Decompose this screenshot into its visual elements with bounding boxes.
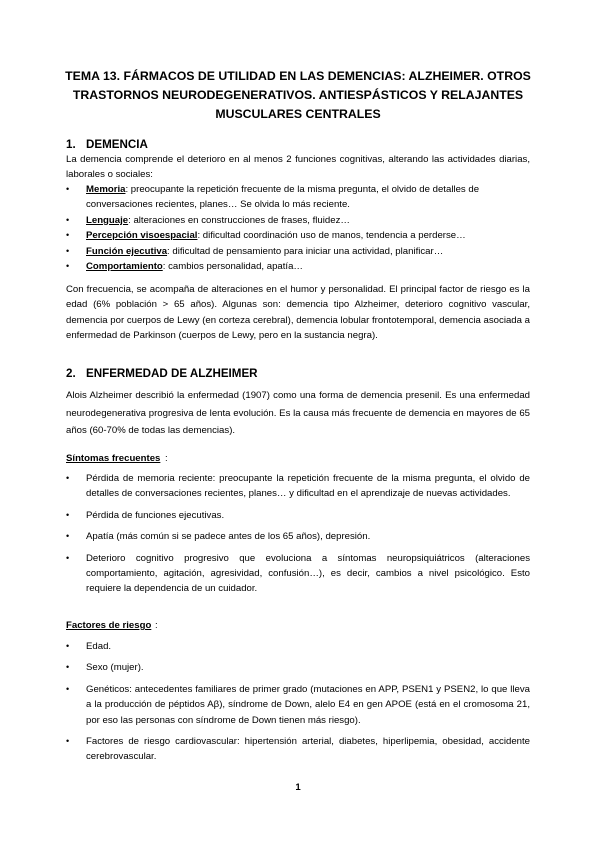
- list-item-text: Pérdida de funciones ejecutivas.: [86, 509, 225, 521]
- bullet-icon: •: [66, 736, 70, 747]
- bullet-icon: •: [66, 214, 70, 225]
- list-item-term: Comportamiento: [86, 261, 163, 273]
- bullet-icon: •: [66, 261, 70, 272]
- list-item-text: : alteraciones en construcciones de frases, fluidez…: [128, 214, 350, 226]
- section-1-number: 1.: [66, 138, 76, 151]
- section-2-title: ENFERMEDAD DE ALZHEIMER: [86, 367, 258, 380]
- list-item: [66, 551, 530, 597]
- section-1-paragraph: Con frecuencia, se acompaña de alteraciones en el humor y personalidad. El principal factor de riesgo es la edad (6% población > 65 años). Algunas son: demencia tipo Alzheimer, deterioro cognitivo vascular, demencia por cuerpos de Lewy (en corteza cerebral), demencia lobular frontotemporal, demencia asociada a enfermedad de Parkinson (cuerpos de Lewy, pero en la sustancia negra).: [66, 284, 530, 342]
- list-item-text: Sexo (mujer).: [86, 662, 144, 674]
- list-item: [66, 259, 530, 274]
- section-1-title: DEMENCIA: [86, 138, 148, 151]
- dementia-functions-list: [66, 182, 530, 274]
- section-1-heading: [66, 137, 148, 152]
- bullet-icon: •: [66, 552, 70, 563]
- risk-factors-heading: [66, 618, 151, 633]
- bullet-icon: •: [66, 531, 70, 542]
- list-item-text: Pérdida de memoria reciente: preocupante la repetición frecuente de la misma pregunta, el olvido de detalles de conversaciones recientes, planes… y dificultad en el aprendizaje de nuevas actividades.: [86, 473, 530, 500]
- list-item-text: : cambios personalidad, apatía…: [162, 261, 304, 273]
- list-item: [66, 660, 530, 675]
- page-number: 1: [295, 782, 301, 793]
- bullet-icon: •: [66, 683, 70, 694]
- list-item-term: Función ejecutiva: [86, 245, 168, 257]
- bullet-icon: •: [66, 473, 70, 483]
- bullet-icon: •: [66, 509, 70, 520]
- list-item-text: Edad.: [86, 641, 112, 652]
- symptoms-heading: [66, 451, 160, 466]
- list-item-text: Apatía (más común si se padece antes de los 65 años), depresión.: [86, 531, 371, 543]
- section-2-heading: [66, 366, 258, 381]
- list-item-text: : dificultad de pensamiento para iniciar una actividad, planificar…: [167, 245, 444, 257]
- document-title: TEMA 13. FÁRMACOS DE UTILIDAD EN LAS DEMENCIAS: ALZHEIMER. OTROS TRASTORNOS NEURODEGENERATIVOS. ANTIESPÁSTICOS Y RELAJANTES MUSCULARES CENTRALES: [65, 69, 531, 121]
- list-item-text: : preocupante la repetición frecuente de la misma pregunta, el olvido de detalles de conversaciones recientes, planes… Se olvida lo más reciente.: [86, 184, 480, 211]
- symptoms-heading-text: Síntomas frecuentes: [66, 453, 161, 464]
- section-1-intro: La demencia comprende el deterioro en al menos 2 funciones cognitivas, alterando las actividades diarias, laborales o sociales:: [66, 154, 530, 181]
- risk-factors-heading-colon: :: [155, 620, 158, 631]
- symptoms-heading-colon: :: [165, 453, 168, 464]
- list-item: [66, 682, 530, 728]
- bullet-icon: •: [66, 230, 70, 241]
- risk-factors-list: [66, 639, 530, 771]
- list-item: [66, 228, 530, 243]
- list-item-term: Memoria: [86, 184, 126, 195]
- section-2-number: 2.: [66, 367, 76, 380]
- list-item: [66, 529, 530, 544]
- list-item: [66, 639, 530, 654]
- symptoms-list: [66, 471, 530, 603]
- list-item-text: Deterioro cognitivo progresivo que evoluciona a síntomas neuropsiquiátricos (alteraciones comportamiento, agitación, agresividad, confusión…), es decir, cambios a nivel psicológico. Esto requiere la dependencia de un cuidador.: [86, 552, 530, 595]
- list-item-term: Lenguaje: [86, 214, 129, 226]
- risk-factors-heading-text: Factores de riesgo: [66, 620, 152, 631]
- list-item: [66, 734, 530, 765]
- list-item-text: Genéticos: antecedentes familiares de primer grado (mutaciones en APP, PSEN1 y PSEN2, lo que lleva a la producción de péptidos Aβ), síndrome de Down, alelo E4 en gen APOE (está en el cromosoma 21, por eso las personas con síndrome de Down tienen más riesgo).: [86, 683, 530, 726]
- bullet-icon: •: [66, 641, 70, 651]
- list-item-term: Percepción visoespacial: [86, 230, 198, 242]
- bullet-icon: •: [66, 184, 70, 194]
- list-item-text: Factores de riesgo cardiovascular: hipertensión arterial, diabetes, hiperlipemia, obesidad, accidente cerebrovascular.: [86, 736, 530, 763]
- bullet-icon: •: [66, 662, 70, 673]
- list-item: [66, 213, 530, 228]
- list-item: [66, 182, 530, 213]
- section-2-paragraph: Alois Alzheimer describió la enfermedad (1907) como una forma de demencia presenil. Es una enfermedad neurodegenerativa progresiva de lenta evolución. Es la causa más frecuente de demencia en mayores de 65 años (60-70% de todas las demencias).: [66, 390, 530, 436]
- bullet-icon: •: [66, 245, 70, 256]
- list-item: [66, 471, 530, 502]
- list-item: [66, 508, 530, 523]
- list-item-text: : dificultad coordinación uso de manos, tendencia a perderse…: [197, 230, 466, 242]
- list-item: [66, 244, 530, 259]
